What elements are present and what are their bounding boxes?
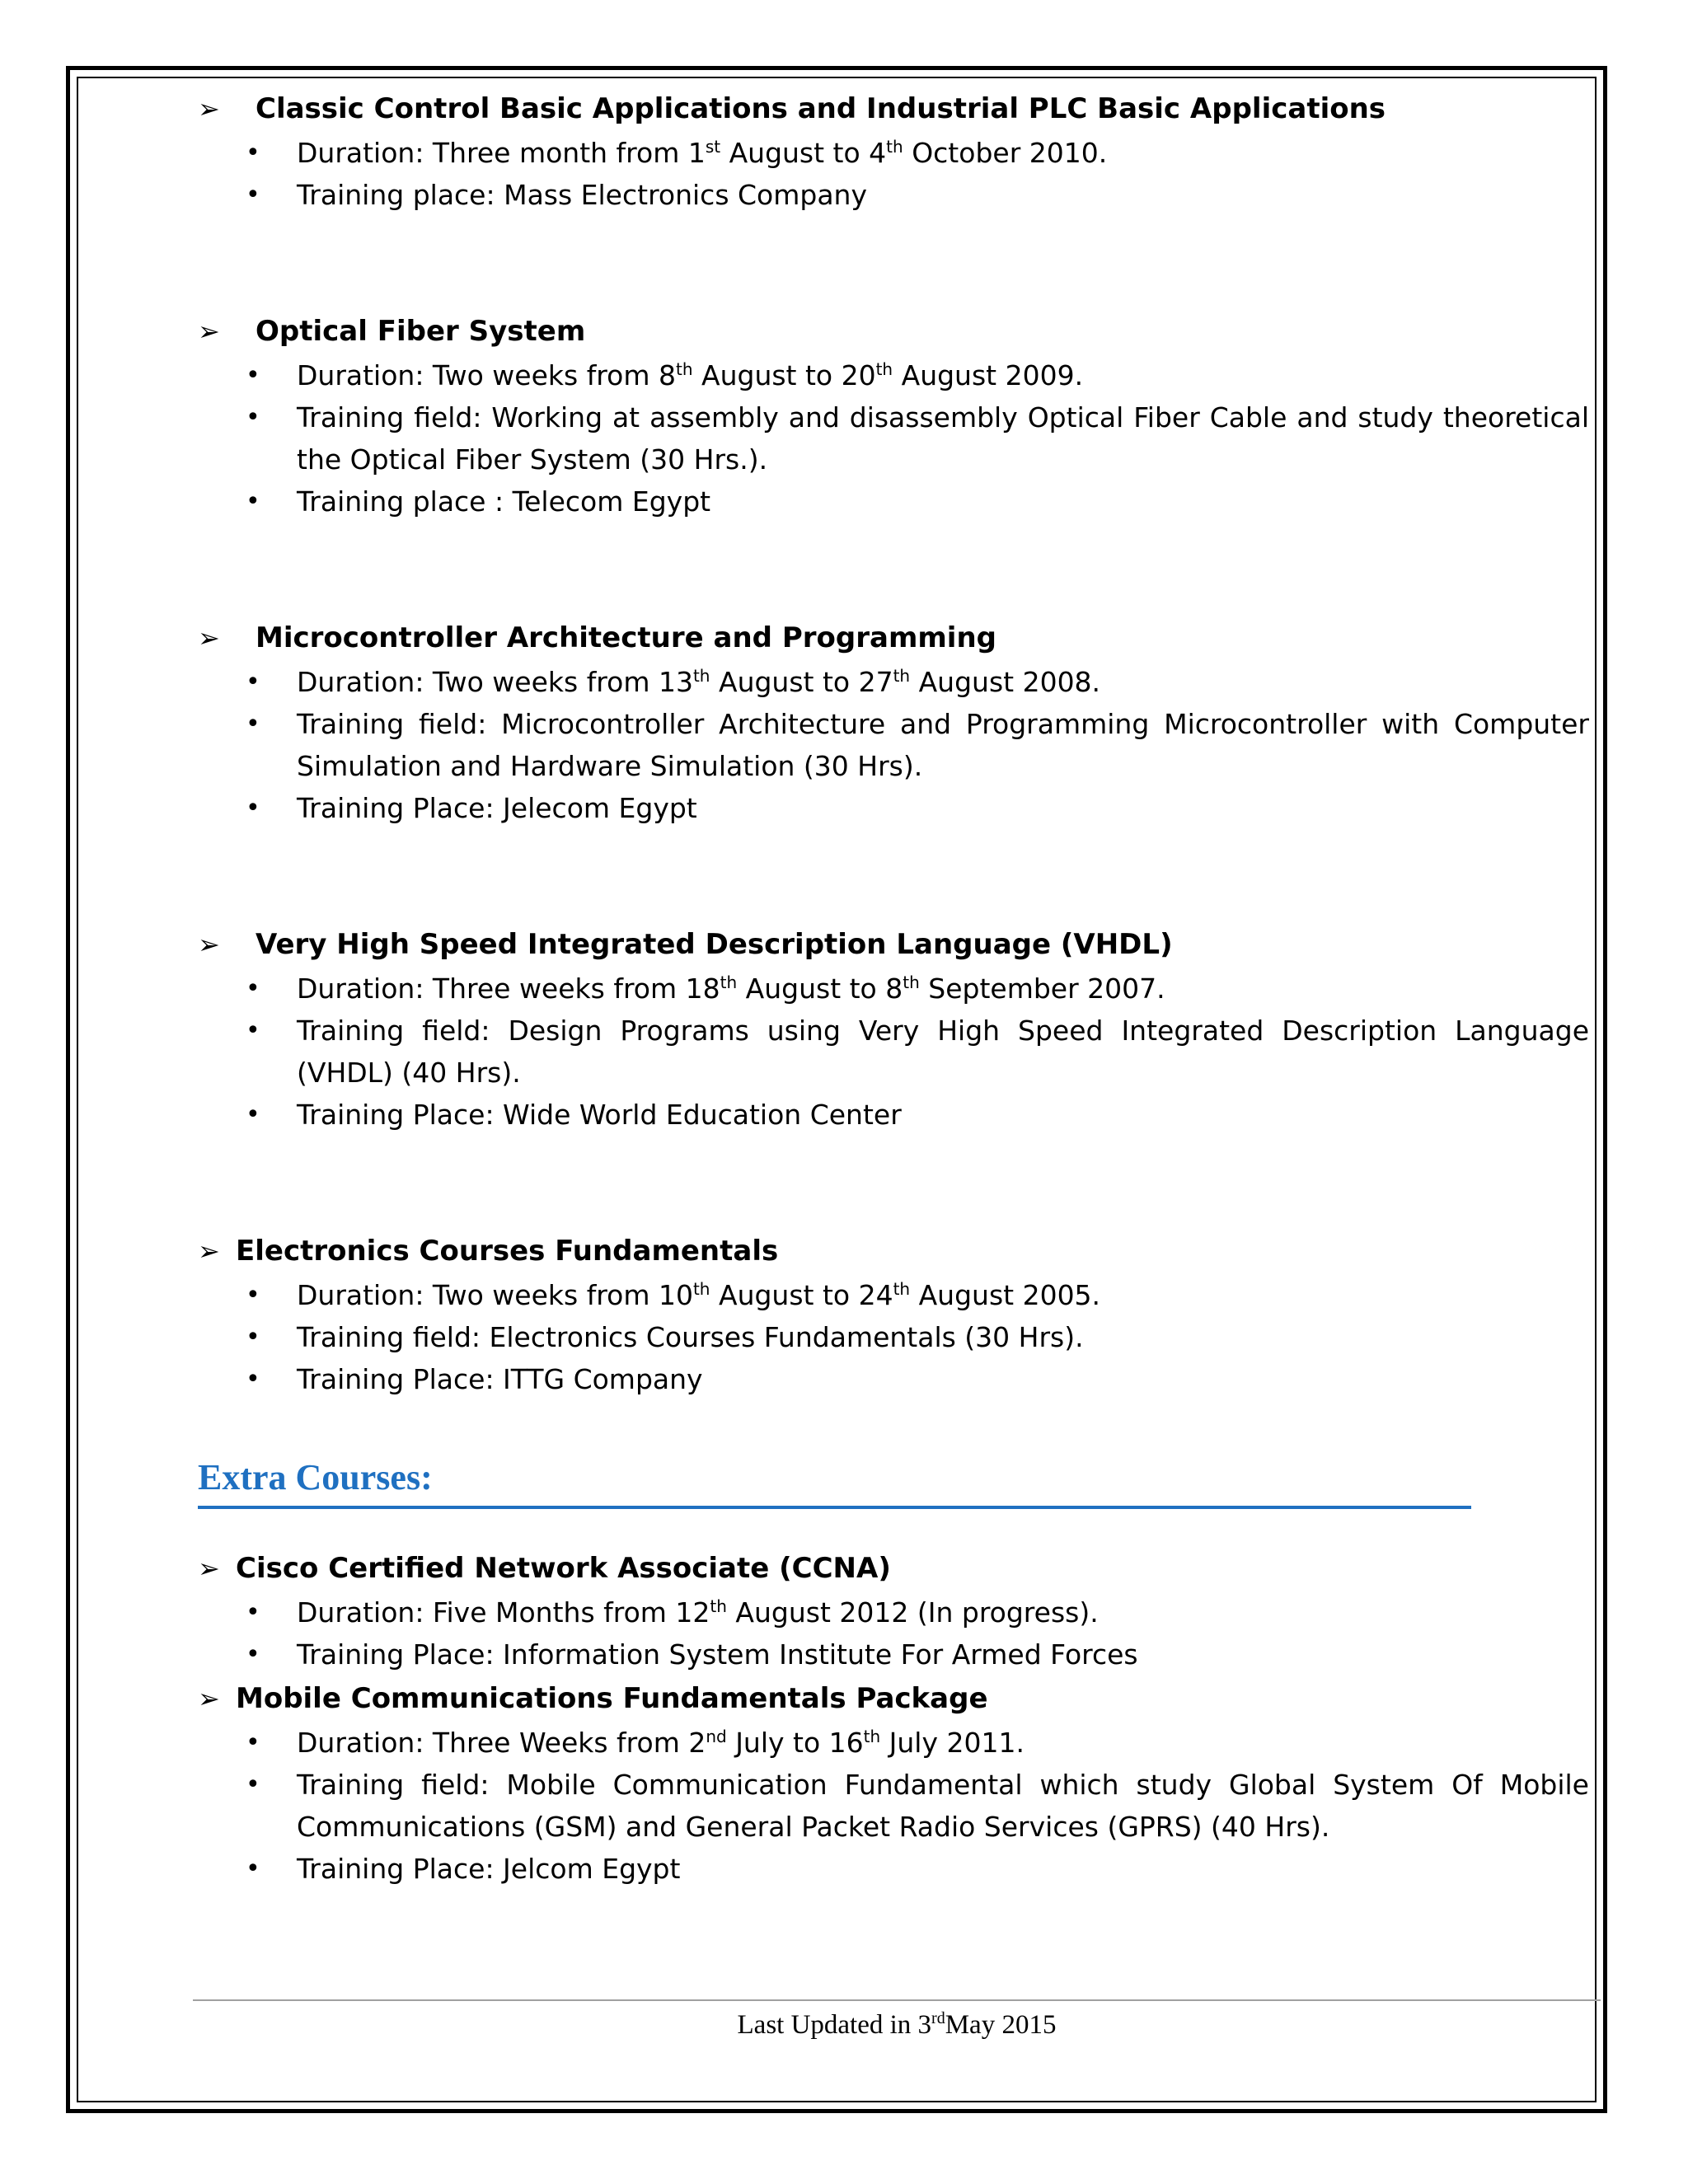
section-title: Cisco Certified Network Associate (CCNA) <box>236 1552 891 1585</box>
extra-course-section <box>198 1675 1597 1890</box>
list-item: • Training Place: Wide World Education Center <box>198 1094 1597 1136</box>
section-title: Microcontroller Architecture and Programming <box>256 621 996 654</box>
bullet-dot-icon: • <box>246 974 260 1003</box>
extra-course-section <box>198 1545 1597 1675</box>
list-item: • Training place : Telecom Egypt <box>198 480 1597 523</box>
section-heading <box>198 1675 1597 1722</box>
arrow-bullet-icon: ➢ <box>198 316 220 347</box>
list-item: • Training field: Electronics Courses Fundamentals (30 Hrs). <box>198 1316 1597 1358</box>
training-section <box>198 921 1597 1136</box>
footer-divider <box>193 1999 1601 2001</box>
bullet-list <box>198 1274 1597 1400</box>
list-item: • Duration: Three month from 1st August to 4th October 2010. <box>198 132 1597 174</box>
section-title: Optical Fiber System <box>256 315 586 348</box>
arrow-bullet-icon: ➢ <box>198 1553 220 1584</box>
bullet-dot-icon: • <box>246 1365 260 1394</box>
list-item: • Training Place: Information System Institute For Armed Forces <box>198 1633 1597 1675</box>
bullet-dot-icon: • <box>246 138 260 167</box>
list-item: • Training field: Design Programs using Very High Speed Integrated Description Language (VHDL) (40 Hrs). <box>198 1010 1597 1094</box>
section-title: Classic Control Basic Applications and Industrial PLC Basic Applications <box>256 92 1386 125</box>
bullet-list <box>198 968 1597 1136</box>
section-title: Mobile Communications Fundamentals Package <box>236 1682 988 1715</box>
bullet-dot-icon: • <box>246 1100 260 1129</box>
training-section <box>198 308 1597 523</box>
bullet-dot-icon: • <box>246 794 260 823</box>
bullet-dot-icon: • <box>246 1281 260 1310</box>
arrow-bullet-icon: ➢ <box>198 93 220 124</box>
section-heading <box>198 1545 1597 1591</box>
bullet-dot-icon: • <box>246 1770 260 1799</box>
bullet-dot-icon: • <box>246 1016 260 1045</box>
section-title: Electronics Courses Fundamentals <box>236 1235 779 1268</box>
extra-courses-heading: Extra Courses: <box>198 1453 1471 1509</box>
arrow-bullet-icon: ➢ <box>198 622 220 654</box>
bullet-dot-icon: • <box>246 668 260 696</box>
last-updated-footer: Last Updated in 3rdMay 2015 <box>737 2009 1057 2040</box>
bullet-list <box>198 661 1597 829</box>
section-heading <box>198 1228 1597 1274</box>
section-title: Very High Speed Integrated Description Language (VHDL) <box>256 928 1173 961</box>
bullet-dot-icon: • <box>246 1640 260 1669</box>
section-heading <box>198 921 1597 968</box>
bullet-dot-icon: • <box>246 180 260 209</box>
bullet-dot-icon: • <box>246 710 260 738</box>
bullet-dot-icon: • <box>246 487 260 516</box>
bullet-list <box>198 132 1597 216</box>
list-item: • Duration: Three weeks from 18th August to 8th September 2007. <box>198 968 1597 1010</box>
list-item: • Duration: Two weeks from 13th August to 27th August 2008. <box>198 661 1597 703</box>
list-item: • Training field: Mobile Communication Fundamental which study Global System Of Mobile Communications (GSM) and General Packet Radio Services (GPRS) (40 Hrs). <box>198 1764 1597 1848</box>
section-heading <box>198 308 1597 354</box>
training-section <box>198 86 1597 216</box>
list-item: • Training Place: ITTG Company <box>198 1358 1597 1400</box>
list-item: • Training field: Microcontroller Architecture and Programming Microcontroller with Computer Simulation and Hardware Simulation (30 Hrs). <box>198 703 1597 787</box>
bullet-dot-icon: • <box>246 1323 260 1352</box>
bullet-dot-icon: • <box>246 1854 260 1883</box>
arrow-bullet-icon: ➢ <box>198 929 220 960</box>
list-item: • Training field: Working at assembly and disassembly Optical Fiber Cable and study theoretical the Optical Fiber System (30 Hrs.). <box>198 396 1597 480</box>
bullet-dot-icon: • <box>246 1598 260 1627</box>
arrow-bullet-icon: ➢ <box>198 1683 220 1714</box>
section-heading <box>198 615 1597 661</box>
list-item: • Training Place: Jelcom Egypt <box>198 1848 1597 1890</box>
training-section <box>198 615 1597 829</box>
list-item: • Duration: Two weeks from 8th August to 20th August 2009. <box>198 354 1597 396</box>
list-item: • Training place: Mass Electronics Company <box>198 174 1597 216</box>
arrow-bullet-icon: ➢ <box>198 1235 220 1267</box>
list-item: • Duration: Three Weeks from 2nd July to 16th July 2011. <box>198 1722 1597 1764</box>
document-body <box>198 86 1597 1890</box>
bullet-list <box>198 1591 1597 1675</box>
bullet-list <box>198 1722 1597 1890</box>
bullet-dot-icon: • <box>246 403 260 432</box>
list-item: • Training Place: Jelecom Egypt <box>198 787 1597 829</box>
training-section <box>198 1228 1597 1400</box>
bullet-dot-icon: • <box>246 361 260 390</box>
list-item: • Duration: Two weeks from 10th August to 24th August 2005. <box>198 1274 1597 1316</box>
bullet-list <box>198 354 1597 523</box>
bullet-dot-icon: • <box>246 1728 260 1757</box>
list-item: • Duration: Five Months from 12th August 2012 (In progress). <box>198 1591 1597 1633</box>
section-heading <box>198 86 1597 132</box>
